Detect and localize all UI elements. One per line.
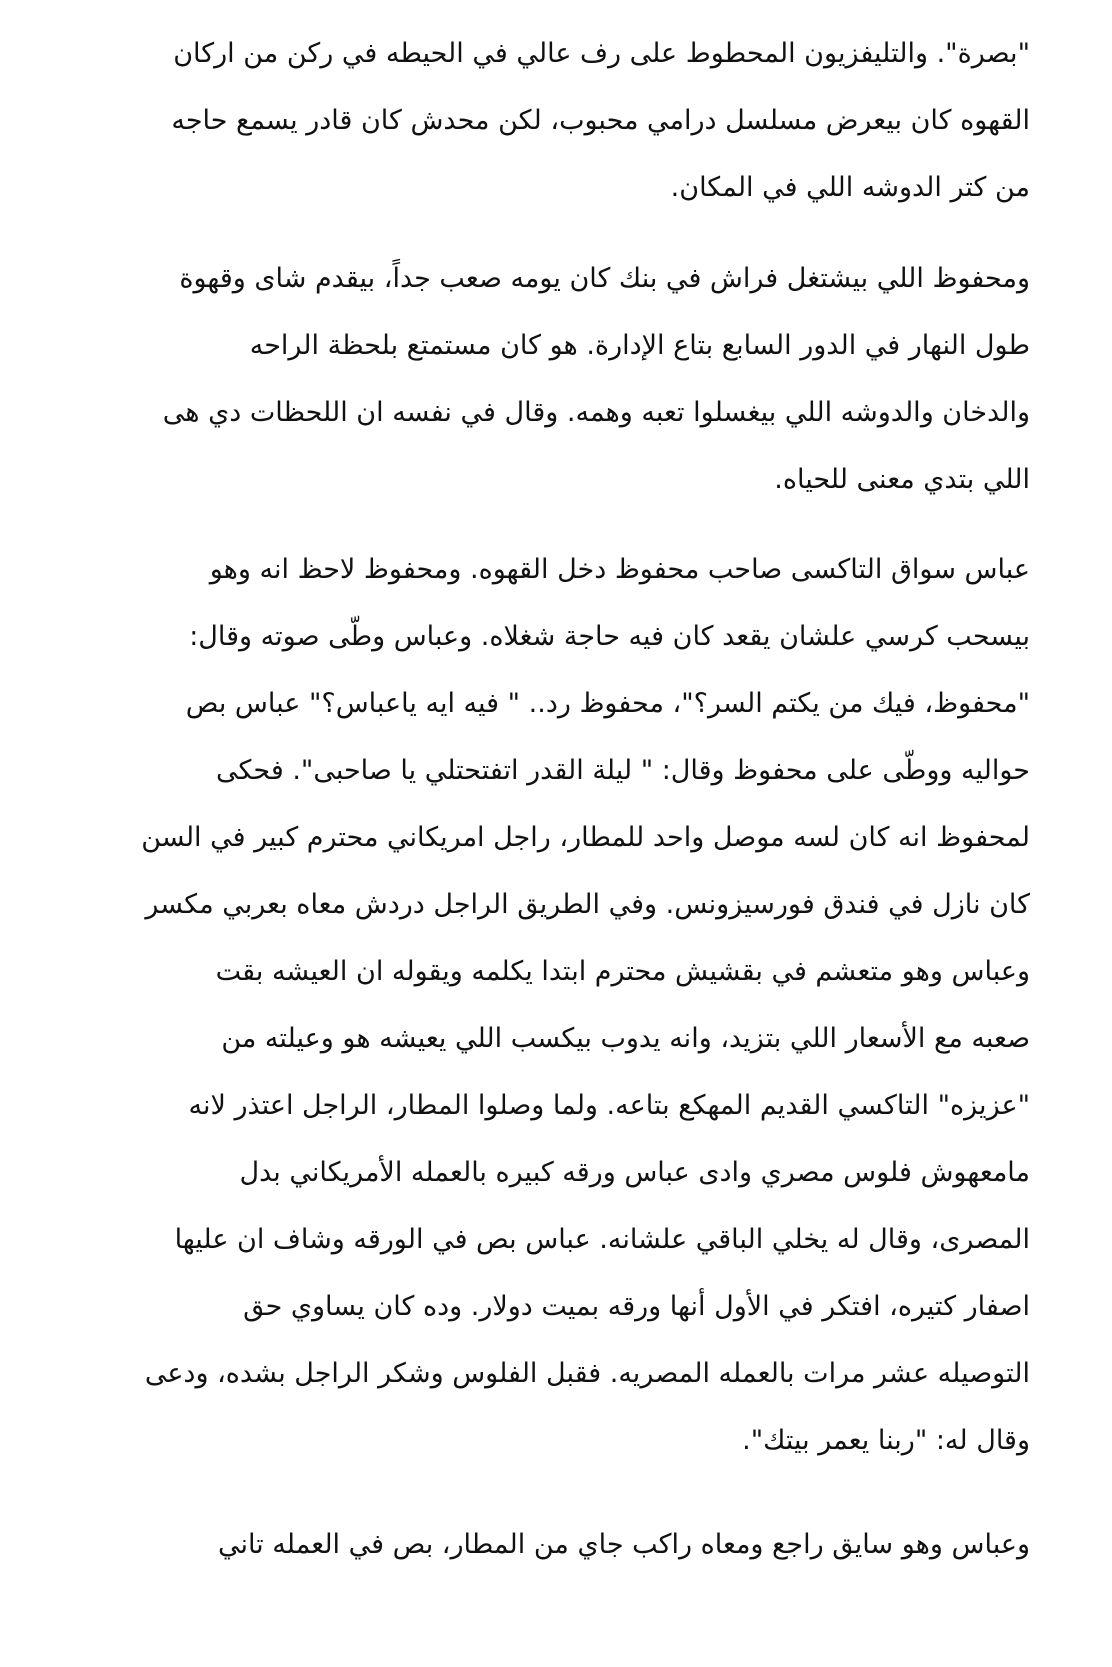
text-line: وعباس وهو متعشم في بقشيش محترم ابتدا يكلمه ويقوله ان العيشه بقت [215, 956, 1030, 987]
text-line: وقال له: "ربنا يعمر بيتك". [742, 1425, 1030, 1456]
text-line: مامعهوش فلوس مصري وادى عباس ورقه كبيره بالعمله الأمريكاني بدل [239, 1157, 1030, 1188]
text-line: ومحفوظ اللي بيشتغل فراش في بنك كان يومه صعب جداً، بيقدم شاى وقهوة [179, 263, 1030, 294]
text-line: اصفار كتيره، افتكر في الأول أنها ورقه بميت دولار. وده كان يساوي حق [243, 1291, 1030, 1322]
text-line: كان نازل في فندق فورسيزونس. وفي الطريق الراجل دردش معاه بعربي مكسر [145, 889, 1030, 920]
text-line: من كتر الدوشه اللي في المكان. [670, 172, 1030, 203]
text-line: القهوه كان بيعرض مسلسل درامي محبوب، لكن محدش كان قادر يسمع حاجه [171, 105, 1030, 136]
text-line: بيسحب كرسي علشان يقعد كان فيه حاجة شغلاه. وعباس وطّى صوته وقال: [189, 621, 1030, 652]
text-line: "عزيزه" التاكسي القديم المهكع بتاعه. ولما وصلوا المطار، الراجل اعتذر لانه [188, 1090, 1030, 1121]
text-line: حواليه ووطّى على محفوظ وقال: " ليلة القدر اتفتحتلي يا صاحبى". فحكى [215, 755, 1030, 786]
text-line: طول النهار في الدور السابع بتاع الإدارة. هو كان مستمتع بلحظة الراحه [249, 330, 1030, 361]
text-line: المصرى، وقال له يخلي الباقي علشانه. عباس بص في الورقه وشاف ان عليها [174, 1224, 1030, 1255]
paragraph-3 [70, 536, 1030, 1474]
paragraph-4 [70, 1511, 1030, 1578]
paragraph-1 [70, 20, 1030, 221]
text-line: عباس سواق التاكسى صاحب محفوظ دخل القهوه. ومحفوظ لاحظ انه وهو [209, 554, 1030, 585]
text-line: "محفوظ، فيك من يكتم السر؟"، محفوظ رد.. " فيه ايه ياعباس؟" عباس بص [185, 688, 1030, 719]
text-line: صعبه مع الأسعار اللي بتزيد، وانه يدوب بيكسب اللي يعيشه هو وعيلته من [221, 1023, 1030, 1054]
text-line: وعباس وهو سايق راجع ومعاه راكب جاي من المطار، بص في العمله تاني [217, 1529, 1030, 1560]
text-line: لمحفوظ انه كان لسه موصل واحد للمطار، راجل امريكاني محترم كبير في السن [141, 822, 1030, 853]
text-line: اللي بتدي معنى للحياه. [774, 464, 1030, 495]
text-line: والدخان والدوشه اللي بيغسلوا تعبه وهمه. وقال في نفسه ان اللحظات دي هى [162, 397, 1030, 428]
text-line: "بصرة". والتليفزيون المحطوط على رف عالي في الحيطه في ركن من اركان [173, 38, 1030, 69]
paragraph-2 [70, 245, 1030, 513]
text-line: التوصيله عشر مرات بالعمله المصريه. فقبل الفلوس وشكر الراجل بشده، ودعى [144, 1358, 1030, 1389]
